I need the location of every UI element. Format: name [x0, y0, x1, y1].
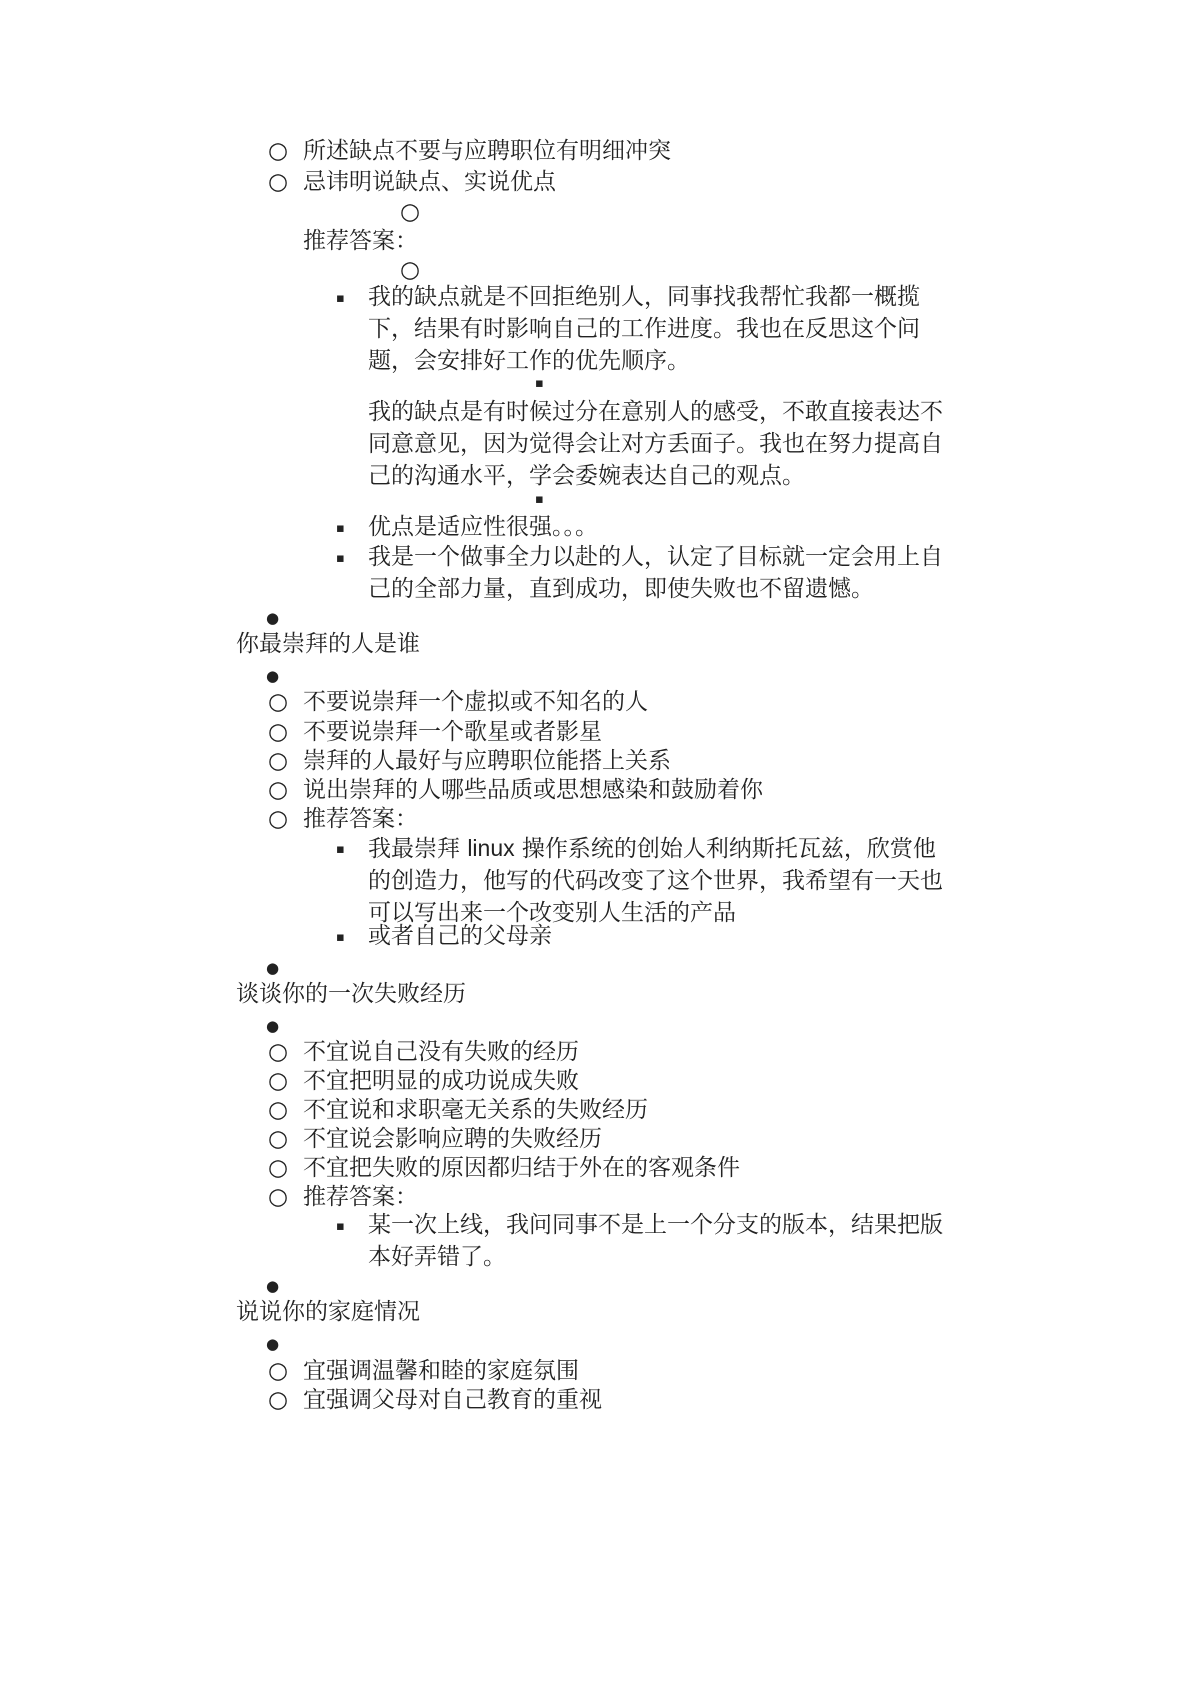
answer-text: 操作系统的创始人利纳斯托瓦兹，欣赏他的创造力，他写的代码改变了这个世界，我希望有一天也可以写出来一个改变别人生活的产品 — [368, 836, 943, 926]
tip-item: 宜强调父母对自己教育的重视 — [303, 1387, 602, 1413]
circle-bullet: ○ — [268, 1184, 289, 1210]
tip-item: 崇拜的人最好与应聘职位能搭上关系 — [303, 748, 671, 774]
disc-bullet: ● — [266, 1017, 280, 1035]
answer-paragraph: 我是一个做事全力以赴的人，认定了目标就一定会用上自己的全部力量，直到成功，即使失败也不留遗憾。 — [368, 544, 943, 602]
tip-item: 不宜说会影响应聘的失败经历 — [303, 1126, 602, 1152]
question-heading: 谈谈你的一次失败经历 — [236, 981, 466, 1007]
square-bullet: ▪ — [336, 1219, 345, 1234]
circle-bullet: ○ — [268, 1097, 289, 1123]
circle-bullet: ○ — [268, 1039, 289, 1065]
answer-item: 或者自己的父母亲 — [368, 923, 552, 949]
circle-bullet: ○ — [268, 806, 289, 832]
circle-bullet: ○ — [268, 1387, 289, 1413]
square-bullet: ▪ — [535, 492, 544, 507]
square-bullet: ▪ — [336, 551, 345, 566]
disc-bullet: ● — [266, 1335, 280, 1353]
circle-bullet: ○ — [268, 777, 289, 803]
circle-bullet: ○ — [268, 719, 289, 745]
answer-text: 我最崇拜 — [368, 836, 468, 862]
tip-item: 不要说崇拜一个虚拟或不知名的人 — [303, 689, 648, 715]
tip-item: 不要说崇拜一个歌星或者影星 — [303, 719, 602, 745]
tip-item: 不宜说和求职毫无关系的失败经历 — [303, 1097, 648, 1123]
circle-bullet: ○ — [400, 257, 421, 283]
circle-bullet: ○ — [268, 1126, 289, 1152]
tip-item: 宜强调温馨和睦的家庭氛围 — [303, 1358, 579, 1384]
answer-paragraph: 我的缺点是有时候过分在意别人的感受，不敢直接表达不同意意见，因为觉得会让对方丢面子。我也在努力提高自己的沟通水平，学会委婉表达自己的观点。 — [368, 399, 943, 489]
square-bullet: ▪ — [535, 376, 544, 391]
disc-bullet: ● — [266, 667, 280, 685]
square-bullet: ▪ — [336, 291, 345, 306]
square-bullet: ▪ — [336, 930, 345, 945]
question-heading: 说说你的家庭情况 — [236, 1299, 420, 1325]
question-heading: 你最崇拜的人是谁 — [236, 631, 420, 657]
square-bullet: ▪ — [336, 842, 345, 857]
tip-item: 不宜说自己没有失败的经历 — [303, 1039, 579, 1065]
circle-bullet: ○ — [268, 1358, 289, 1384]
circle-bullet: ○ — [268, 169, 289, 195]
circle-bullet: ○ — [268, 1068, 289, 1094]
tip-item: 不宜把失败的原因都归结于外在的客观条件 — [303, 1155, 740, 1181]
circle-bullet: ○ — [268, 748, 289, 774]
circle-bullet: ○ — [268, 138, 289, 164]
circle-bullet: ○ — [268, 1155, 289, 1181]
circle-bullet: ○ — [400, 199, 421, 225]
tip-item: 说出崇拜的人哪些品质或思想感染和鼓励着你 — [303, 777, 763, 803]
tip-item: 忌讳明说缺点、实说优点 — [303, 169, 556, 195]
square-bullet: ▪ — [336, 521, 345, 536]
answer-item: 优点是适应性很强。。。 — [368, 514, 598, 540]
answer-paragraph: 我的缺点就是不回拒绝别人，同事找我帮忙我都一概揽下，结果有时影响自己的工作进度。我也在反思这个问题，会安排好工作的优先顺序。 — [368, 284, 920, 374]
recommend-label: 推荐答案： — [303, 806, 418, 832]
recommend-label: 推荐答案： — [303, 1184, 418, 1210]
tip-item: 不宜把明显的成功说成失败 — [303, 1068, 579, 1094]
answer-keyword: linux — [467, 835, 515, 861]
recommend-label: 推荐答案： — [303, 228, 418, 254]
circle-bullet: ○ — [268, 689, 289, 715]
disc-bullet: ● — [266, 1277, 280, 1295]
answer-paragraph — [368, 832, 948, 929]
disc-bullet: ● — [266, 609, 280, 627]
tip-item: 所述缺点不要与应聘职位有明细冲突 — [303, 138, 671, 164]
disc-bullet: ● — [266, 959, 280, 977]
answer-paragraph: 某一次上线，我问同事不是上一个分支的版本，结果把版本好弄错了。 — [368, 1212, 943, 1270]
